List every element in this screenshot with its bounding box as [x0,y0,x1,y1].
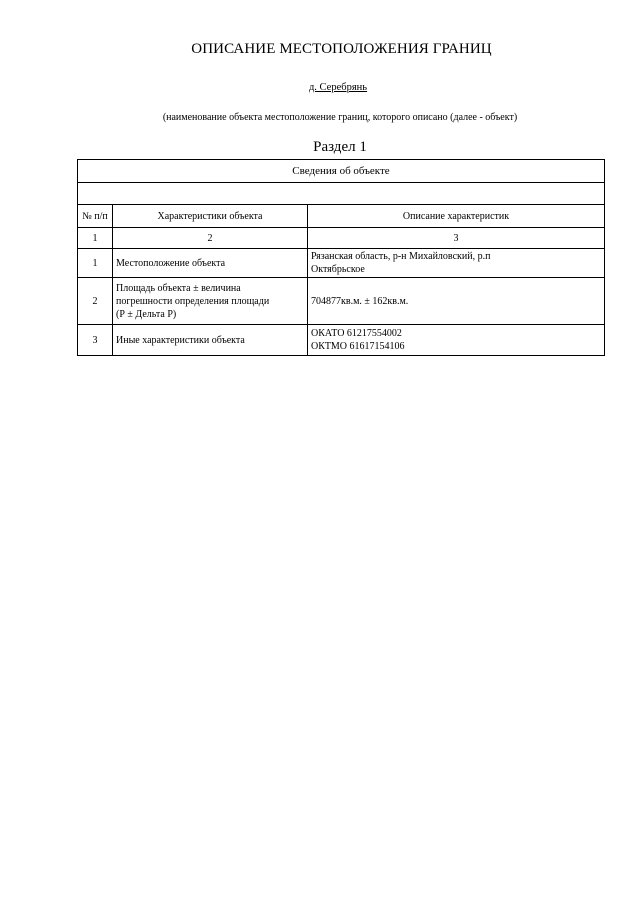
description-line: Рязанская область, р-н Михайловский, р.п [311,251,491,262]
document-title: ОПИСАНИЕ МЕСТОПОЛОЖЕНИЯ ГРАНИЦ [191,41,492,57]
description-line: ОКТМО 61617154106 [311,341,405,352]
table-row [78,325,605,356]
column-number-2: 2 [113,228,308,249]
row-description [308,249,605,278]
characteristic-line: (Р ± Дельта Р) [116,308,177,320]
column-header-characteristic: Характеристики объекта [113,205,308,228]
column-number-3: 3 [308,228,605,249]
row-number: 3 [78,325,113,356]
object-name: д. Серебрянь [308,82,368,93]
table-row [78,249,605,278]
column-header-number: № п/п [78,205,113,228]
column-numbers-row [78,228,605,249]
row-characteristic: Иные характеристики объекта [113,325,308,356]
table-header: Сведения об объекте [78,160,605,183]
section-title: Раздел 1 [313,139,367,155]
column-headers-row [78,205,605,228]
table-empty-row [78,183,605,205]
table-header-row [78,160,605,183]
table-row [78,278,605,325]
empty-cell [78,183,605,205]
row-characteristic: Местоположение объекта [113,249,308,278]
description-line: ОКАТО 61217554002 [311,328,402,339]
row-characteristic [113,278,308,325]
characteristic-line: Площадь объекта ± величина [116,282,241,294]
column-header-description: Описание характеристик [308,205,605,228]
row-number: 2 [78,278,113,325]
row-description [308,325,605,356]
characteristic-line: погрешности определения площади [116,295,270,307]
object-info-table [77,159,605,356]
description-line: Октябрьское [311,264,365,275]
object-caption: (наименование объекта местоположение границ, которого описано (далее - объект) [162,112,518,123]
row-description: 704877кв.м. ± 162кв.м. [308,278,605,325]
row-number: 1 [78,249,113,278]
column-number-1: 1 [78,228,113,249]
